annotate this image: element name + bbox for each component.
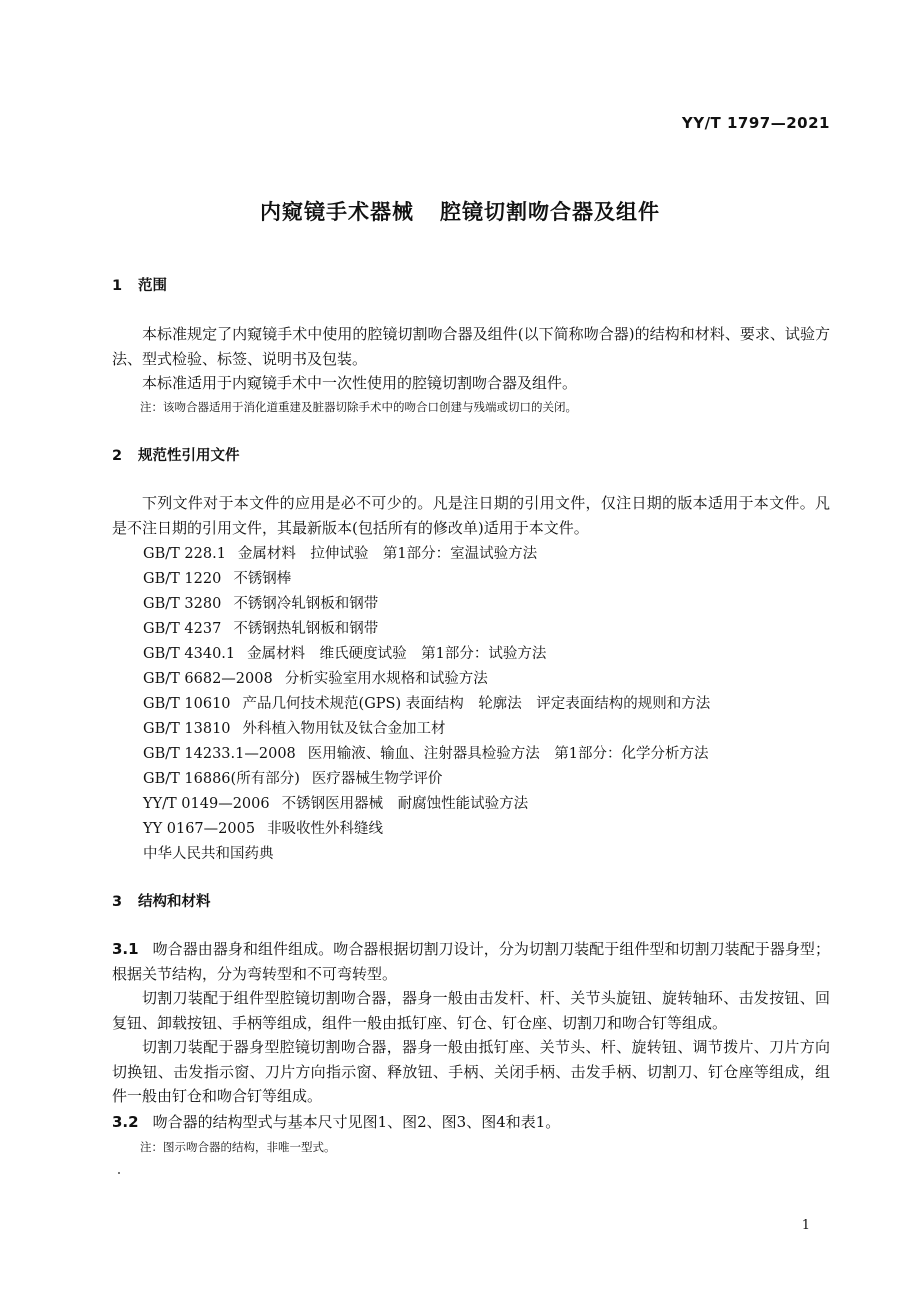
reference-item: YY 0167—2005 非吸收性外科缝线 xyxy=(143,821,384,837)
reference-item: GB/T 4237 不锈钢热轧钢板和钢带 xyxy=(143,621,379,637)
document-title xyxy=(0,196,920,226)
section-1-number: 1 xyxy=(112,278,123,294)
reference-item: GB/T 16886(所有部分) 医疗器械生物学评价 xyxy=(143,771,443,787)
section-1-note: 注：该吻合器适用于消化道重建及脏器切除手术中的吻合口创建与残端或切口的关闭。 xyxy=(140,400,577,414)
page-number: 1 xyxy=(801,1218,810,1233)
section-3-number: 3 xyxy=(112,894,123,910)
section-2-heading xyxy=(112,444,240,465)
section-3-heading xyxy=(112,890,211,911)
scan-speck xyxy=(118,1172,120,1174)
reference-item: 中华人民共和国药典 xyxy=(143,846,274,862)
reference-item: GB/T 1220 不锈钢棒 xyxy=(143,571,292,587)
clause-3-1-paragraph-3: 切割刀装配于器身型腔镜切割吻合器，器身一般由抵钉座、关节头、杆、旋转钮、调节拨片、刀片方向切换钮、击发指示窗、刀片方向指示窗、释放钮、手柄、关闭手柄、击发手柄、切割刀、钉仓座等组成，组件一般由钉仓和吻合钉等组成。 xyxy=(112,1038,830,1105)
clause-3-1 xyxy=(112,937,830,986)
reference-item: GB/T 10610 产品几何技术规范(GPS) 表面结构 轮廓法 评定表面结构的规则和方法 xyxy=(143,696,711,712)
clause-3-1-text: 吻合器由器身和组件组成。吻合器根据切割刀设计，分为切割刀装配于组件型和切割刀装配于器身型；根据关节结构，分为弯转型和不可弯转型。 xyxy=(112,940,830,983)
reference-item: YY/T 0149—2006 不锈钢医用器械 耐腐蚀性能试验方法 xyxy=(143,796,529,812)
title-part-1: 内窥镜手术器械 xyxy=(260,200,414,224)
section-1-title: 范围 xyxy=(138,278,167,294)
reference-item: GB/T 14233.1—2008 医用输液、输血、注射器具检验方法 第1部分：化学分析方法 xyxy=(143,746,709,762)
clause-3-2-text: 吻合器的结构型式与基本尺寸见图1、图2、图3、图4和表1。 xyxy=(152,1113,561,1131)
section-3-title: 结构和材料 xyxy=(138,894,211,910)
clause-3-2 xyxy=(112,1110,830,1135)
section-2-intro: 下列文件对于本文件的应用是必不可少的。凡是注日期的引用文件，仅注日期的版本适用于本文件。凡是不注日期的引用文件，其最新版本(包括所有的修改单)适用于本文件。 xyxy=(112,494,830,537)
clause-3-1-paragraph-2: 切割刀装配于组件型腔镜切割吻合器，器身一般由击发杆、杆、关节头旋钮、旋转轴环、击发按钮、回复钮、卸载按钮、手柄等组成，组件一般由抵钉座、钉仓、钉仓座、切割刀和吻合钉等组成。 xyxy=(112,989,830,1032)
reference-item: GB/T 228.1 金属材料 拉伸试验 第1部分：室温试验方法 xyxy=(143,546,538,562)
standard-number: YY/T 1797—2021 xyxy=(681,114,830,132)
clause-3-2-number: 3.2 xyxy=(112,1113,139,1131)
title-part-2: 腔镜切割吻合器及组件 xyxy=(440,200,660,224)
reference-item: GB/T 13810 外科植入物用钛及钛合金加工材 xyxy=(143,721,446,737)
clause-3-1-number: 3.1 xyxy=(112,940,139,958)
section-1-paragraph-2: 本标准适用于内窥镜手术中一次性使用的腔镜切割吻合器及组件。 xyxy=(142,374,578,392)
section-2-title: 规范性引用文件 xyxy=(138,448,240,464)
section-1-heading xyxy=(112,274,167,295)
reference-item: GB/T 4340.1 金属材料 维氏硬度试验 第1部分：试验方法 xyxy=(143,646,547,662)
reference-item: GB/T 6682—2008 分析实验室用水规格和试验方法 xyxy=(143,671,488,687)
section-1-paragraph-1: 本标准规定了内窥镜手术中使用的腔镜切割吻合器及组件(以下简称吻合器)的结构和材料、要求、试验方法、型式检验、标签、说明书及包装。 xyxy=(112,325,830,368)
section-3-note: 注：图示吻合器的结构，非唯一型式。 xyxy=(140,1140,336,1154)
section-2-number: 2 xyxy=(112,448,123,464)
reference-item: GB/T 3280 不锈钢冷轧钢板和钢带 xyxy=(143,596,379,612)
